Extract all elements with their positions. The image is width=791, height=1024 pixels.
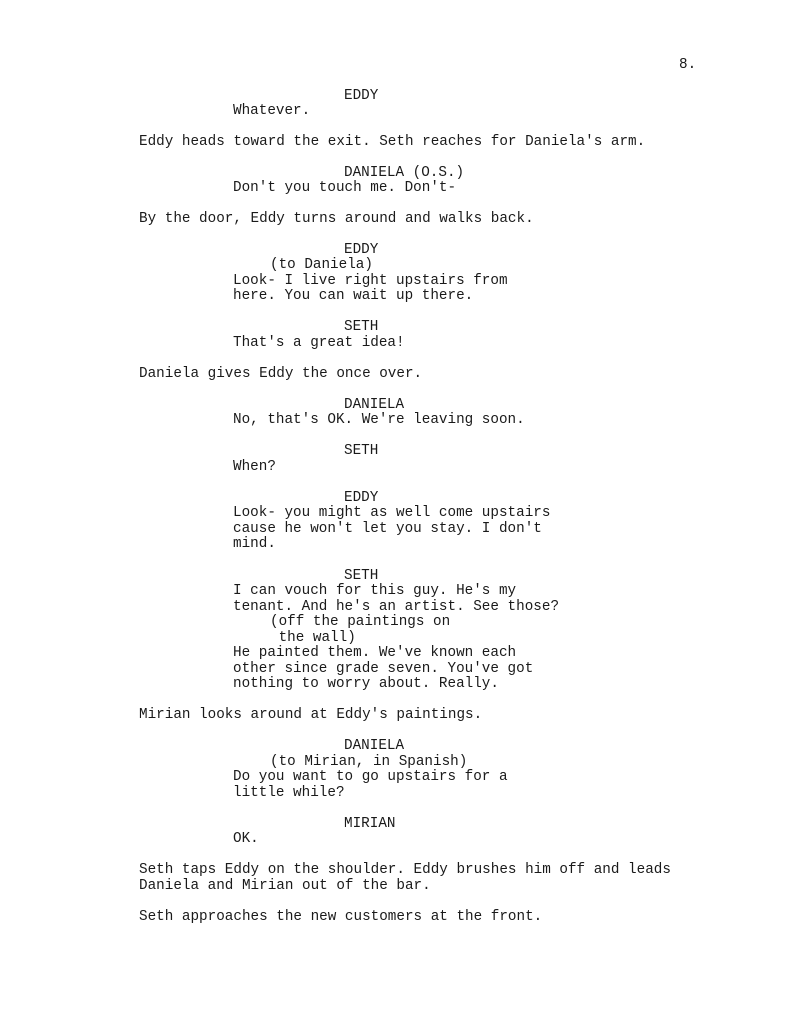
dialogue-line: That's a great idea! <box>233 335 405 351</box>
character-cue: MIRIAN <box>344 816 396 832</box>
dialogue-line: Look- I live right upstairs from <box>233 273 508 289</box>
dialogue-line: Don't you touch me. Don't- <box>233 180 457 196</box>
dialogue-line: Look- you might as well come upstairs <box>233 505 551 521</box>
parenthetical-line: the wall) <box>270 630 356 646</box>
dialogue-line: Do you want to go upstairs for a <box>233 769 508 785</box>
character-cue: EDDY <box>344 490 379 506</box>
dialogue-line: When? <box>233 459 276 475</box>
action-line: By the door, Eddy turns around and walks back. <box>139 211 534 227</box>
dialogue-line: other since grade seven. You've got <box>233 661 534 677</box>
dialogue-line: No, that's OK. We're leaving soon. <box>233 412 525 428</box>
character-cue: EDDY <box>344 242 379 258</box>
character-cue: DANIELA (O.S.) <box>344 165 465 181</box>
action-line: Eddy heads toward the exit. Seth reaches for Daniela's arm. <box>139 134 646 150</box>
action-line: Seth taps Eddy on the shoulder. Eddy brushes him off and leads <box>139 862 671 878</box>
parenthetical-line: (off the paintings on <box>270 614 451 630</box>
dialogue-line: nothing to worry about. Really. <box>233 676 499 692</box>
dialogue-line: here. You can wait up there. <box>233 288 474 304</box>
dialogue-line: He painted them. We've known each <box>233 645 517 661</box>
action-line: Mirian looks around at Eddy's paintings. <box>139 707 483 723</box>
dialogue-line: tenant. And he's an artist. See those? <box>233 599 560 615</box>
dialogue-line: OK. <box>233 831 259 847</box>
character-cue: EDDY <box>344 88 379 104</box>
character-cue: SETH <box>344 568 379 584</box>
dialogue-line: I can vouch for this guy. He's my <box>233 583 517 599</box>
action-line: Seth approaches the new customers at the front. <box>139 909 543 925</box>
dialogue-line: little while? <box>233 785 345 801</box>
character-cue: DANIELA <box>344 397 405 413</box>
page-number: 8. <box>679 57 697 73</box>
character-cue: SETH <box>344 443 379 459</box>
parenthetical-line: (to Daniela) <box>270 257 373 273</box>
action-line: Daniela and Mirian out of the bar. <box>139 878 431 894</box>
character-cue: SETH <box>344 319 379 335</box>
dialogue-line: cause he won't let you stay. I don't <box>233 521 542 537</box>
action-line: Daniela gives Eddy the once over. <box>139 366 423 382</box>
dialogue-line: mind. <box>233 536 276 552</box>
parenthetical-line: (to Mirian, in Spanish) <box>270 754 468 770</box>
character-cue: DANIELA <box>344 738 405 754</box>
dialogue-line: Whatever. <box>233 103 311 119</box>
